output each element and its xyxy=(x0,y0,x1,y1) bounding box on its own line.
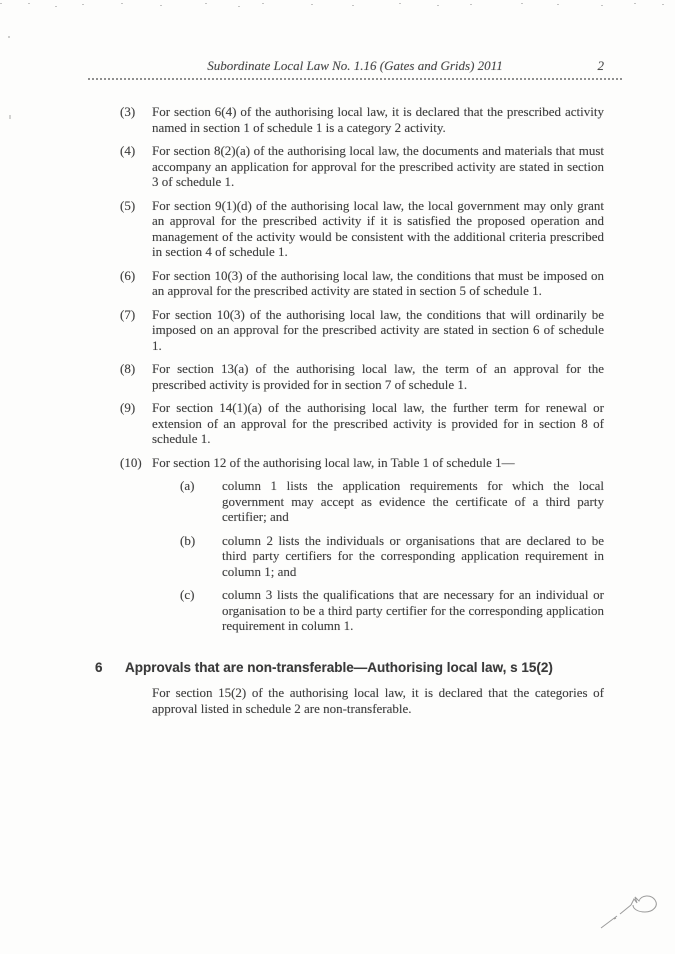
paragraph-number: (5) xyxy=(120,197,136,213)
paragraph-text: For section 13(a) of the authorising local law, the term of an approval for the prescribed activity is provided for in section 7 of schedule 1. xyxy=(152,361,604,392)
scan-speck xyxy=(8,36,10,38)
page-number: 2 xyxy=(597,58,604,73)
section-number: 6 xyxy=(95,659,103,675)
section-heading xyxy=(95,660,604,676)
scan-speck xyxy=(9,115,11,119)
paragraph-9 xyxy=(120,400,604,447)
document-body xyxy=(95,104,604,716)
subitem-c xyxy=(180,587,604,634)
paragraph-text: For section 9(1)(d) of the authorising local law, the local government may only grant an approval for the prescribed activity if it is satisfied the proposed operation and management of the activity would be consistent with the additional criteria prescribed in section 4 of schedule 1. xyxy=(152,197,604,259)
subitem-text: column 1 lists the application requirements for which the local government may accept as evidence the certificate of a third party certifier; and xyxy=(222,478,604,524)
scan-noise xyxy=(0,3,2,4)
subitem-letter: (a) xyxy=(180,478,195,493)
paragraph-3 xyxy=(120,104,604,135)
running-header xyxy=(88,58,622,80)
paragraph-text: For section 10(3) of the authorising local law, the conditions that will ordinarily be imposed on an approval for the prescribed activity are stated in section 6 of schedule 1. xyxy=(152,306,604,353)
paragraph-8 xyxy=(120,361,604,392)
subitem-text: column 3 lists the qualifications that are necessary for an individual or organisation to be a third party certifier for the corresponding application requirement in column 1. xyxy=(222,587,604,633)
paragraph-text: For section 10(3) of the authorising local law, the conditions that must be imposed on an approval for the prescribed activity are stated in section 5 of schedule 1. xyxy=(152,267,604,298)
paragraph-number: (10) xyxy=(120,454,142,470)
paragraph-text: For section 8(2)(a) of the authorising local law, the documents and materials that must accompany an application for approval for the prescribed activity are stated in section 3 of schedule 1. xyxy=(152,143,604,189)
paragraph-number: (8) xyxy=(120,361,136,376)
paragraph-number: (9) xyxy=(120,400,136,415)
paragraph-4 xyxy=(120,143,604,190)
paragraph-number: (4) xyxy=(120,143,136,158)
subitem-letter: (c) xyxy=(180,587,195,602)
paragraph-text: For section 6(4) of the authorising local law, it is declared that the prescribed activity named in section 1 of schedule 1 is a category 2 activity. xyxy=(152,104,604,135)
paragraph-number: (3) xyxy=(120,104,136,119)
paragraph-text: For section 14(1)(a) of the authorising local law, the further term for renewal or extension of an approval for the prescribed activity is provided for in section 8 of schedule 1. xyxy=(152,400,604,446)
running-header-title: Subordinate Local Law No. 1.16 (Gates and Grids) 2011 xyxy=(207,58,503,73)
section-6 xyxy=(95,660,604,717)
paragraph-6 xyxy=(120,268,604,299)
paragraph-number: (6) xyxy=(120,267,136,283)
paragraph-7 xyxy=(120,307,604,354)
paragraph-text: For section 12 of the authorising local law, in Table 1 of schedule 1— xyxy=(152,454,515,470)
paragraph-10 xyxy=(120,455,604,471)
paragraph-number: (7) xyxy=(120,306,136,322)
subitem-b xyxy=(180,533,604,580)
paragraph-5 xyxy=(120,198,604,260)
subitem-letter: (b) xyxy=(180,532,196,548)
section-body: For section 15(2) of the authorising local law, it is declared that the categories of approval listed in schedule 2 are non-transferable. xyxy=(152,685,604,716)
subitem-a xyxy=(180,478,604,525)
signature-initials-icon xyxy=(593,886,665,934)
subitem-text: column 2 lists the individuals or organisations that are declared to be third party certifiers for the corresponding application requirement in column 1; and xyxy=(222,532,604,579)
section-title: Approvals that are non-transferable—Authorising local law, s 15(2) xyxy=(125,659,553,675)
